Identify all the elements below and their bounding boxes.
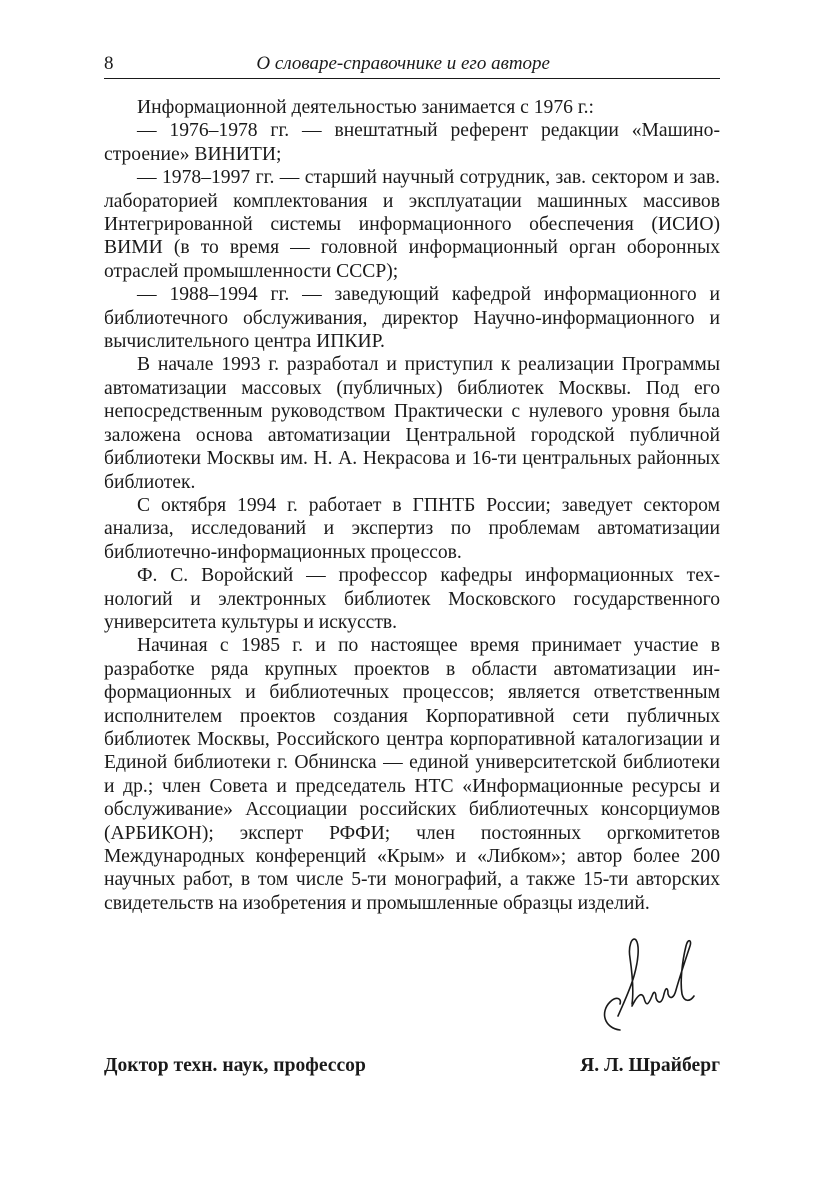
running-title: О словаре-справочнике и его авторе	[256, 53, 550, 74]
running-header	[104, 52, 720, 79]
paragraph: Начиная с 1985 г. и по настоящее время принимает участие в разработке ряда крупных проектов в области автоматизации информационных и библиотечных процессов; является ответственным исполнителем проектов создания Корпоративной сети публичных библиотек Москвы, Российского центра корпоративной каталогизации и Единой библиотеки г. Обнинска — единой университетской библиотеки и др.; член Совета и председатель НТС «Информационные ресурсы и обслуживание» Ассоциации российских библиотечных консорциумов (АРБИКОН); эксперт РФФИ; член постоянных оргкомитетов Международных конференций «Крым» и «Либком»; автор более 200 научных работ, в том числе 5-ти монографий, а также 15-ти авторских свидетельств на изобретения и промышленные образцы изделий.	[104, 635, 720, 914]
paragraph: — 1976–1978 гг. — внештатный референт редакции «Машиностроение» ВИНИТИ;	[104, 120, 720, 165]
paragraph: В начале 1993 г. разработал и приступил к реализации Программы автоматизации массовых (публичных) библиотек Москвы. Под его непосредственным руководством Практически с нулевого уровня была заложена основа автоматизации Центральной городской публичной библиотеки Москвы им. Н. А. Некрасова и 16-ти центральных районных библиотек.	[104, 354, 720, 493]
paragraph: — 1988–1994 гг. — заведующий кафедрой информационного и библиотечного обслуживания, директор Научно-информационного и вычислительного центра ИПКИР.	[104, 284, 720, 353]
body-text	[104, 96, 720, 915]
paragraph: Ф. С. Воройский — профессор кафедры информационных технологий и электронных библиотек Московского государственного университета культуры и искусств.	[104, 565, 720, 633]
paragraph: С октября 1994 г. работает в ГПНТБ России; заведует сектором анализа, исследований и экспертиз по проблемам автоматизации библиотечно-информационных процессов.	[104, 494, 720, 563]
author-name: Я. Л. Шрайберг	[580, 1055, 720, 1076]
author-title: Доктор техн. наук, профессор	[104, 1055, 366, 1076]
paragraph: — 1978–1997 гг. — старший научный сотрудник, зав. сектором и зав. лабораторией комплектования и эксплуатации машинных массивов Интегрированной системы информационного обеспечения (ИСИО) ВИМИ (в то время — головной информационный орган оборонных отраслей промышленности СССР);	[104, 167, 720, 282]
page-number: 8	[104, 53, 114, 74]
handwritten-signature	[590, 932, 710, 1042]
paragraph: Информационной деятельностью занимается с 1976 г.:	[137, 97, 594, 118]
